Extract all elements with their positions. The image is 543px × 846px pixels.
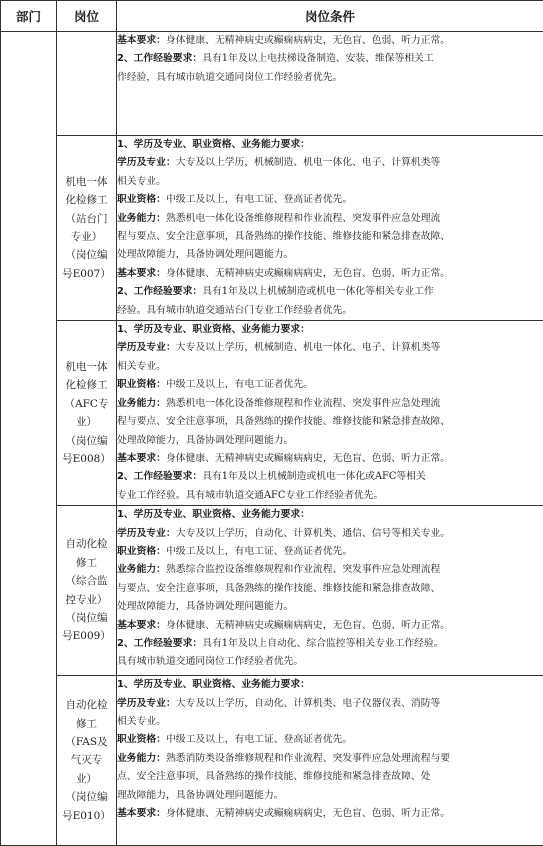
- condition-label: 学历及专业：: [117, 698, 176, 709]
- condition-text: 身体健康、无精神病史或癫痫病病史，无色盲、色弱、听力正常。: [166, 620, 450, 631]
- position-line: 控专业）: [57, 591, 116, 609]
- condition-line: [117, 32, 543, 50]
- condition-text: 具有城市轨道交通同岗位工作经验者优先。: [117, 656, 303, 667]
- condition-label: 学历及专业：: [117, 528, 176, 539]
- condition-text: 身体健康、无精神病史或癫痫病病史，无色盲、色弱、听力正常。: [166, 35, 450, 46]
- condition-label: 学历及专业：: [117, 157, 176, 168]
- position-line: 业）: [57, 413, 116, 431]
- position-line: 机电一体: [57, 173, 116, 191]
- condition-line: [117, 731, 543, 749]
- condition-label: 1、学历及专业、职业资格、业务能力要求：: [117, 509, 310, 520]
- condition-line: [117, 617, 543, 635]
- position-cell: [57, 136, 117, 321]
- condition-line: [117, 283, 543, 301]
- condition-label: 基本要求：: [117, 35, 166, 46]
- condition-line: [117, 154, 543, 172]
- position-line: 号E007）: [57, 265, 116, 283]
- condition-label: 业务能力：: [117, 213, 166, 224]
- condition-text: 处理故障能力，具备协调处理问题能力。: [117, 601, 293, 612]
- condition-line: [117, 432, 543, 450]
- table-row: [1, 32, 543, 136]
- table-row: [1, 321, 543, 506]
- condition-line: [117, 635, 543, 653]
- header-conditions: 岗位条件: [117, 1, 543, 32]
- condition-text: 经验。具有城市轨道交通站台门专业工作经验者优先。: [117, 305, 352, 316]
- condition-text: 熟悉机电一体化设备维修规程和作业流程、突发事件应急处理流: [166, 213, 440, 224]
- condition-text: 作经验，具有城市轨道交通同岗位工作经验者优先。: [117, 72, 342, 83]
- position-line: 化检修工: [57, 191, 116, 209]
- header-position: 岗位: [57, 1, 117, 32]
- condition-line: [117, 713, 543, 731]
- condition-line: [117, 787, 543, 805]
- condition-line: [117, 653, 543, 671]
- position-line: 机电一体: [57, 358, 116, 376]
- condition-line: [117, 580, 543, 598]
- condition-text: 身体健康、无精神病史或癫痫病病史，无色盲、色弱、听力正常。: [166, 453, 450, 464]
- condition-label: 2、工作经验要求：: [117, 53, 202, 64]
- condition-text: 处理故障能力，具备协调处理问题能力。: [117, 249, 293, 260]
- condition-label: 基本要求：: [117, 620, 166, 631]
- position-line: 号E010）: [57, 807, 116, 825]
- position-line: 修工: [57, 715, 116, 733]
- position-line: 业）: [57, 770, 116, 788]
- position-line: （FAS及: [57, 733, 116, 751]
- condition-text: 相关专业。: [117, 176, 166, 187]
- condition-line: [117, 228, 543, 246]
- position-line: 化检修工: [57, 376, 116, 394]
- table-row: [1, 676, 543, 846]
- condition-text: 大专及以上学历，自动化、计算机类、电子仪器仪表、消防等: [176, 698, 441, 709]
- position-line: （岗位编: [57, 788, 116, 806]
- condition-line: [117, 136, 543, 154]
- condition-line: [117, 543, 543, 561]
- condition-label: 学历及专业：: [117, 342, 176, 353]
- condition-text: 程与要点、安全注意事项，具备熟练的操作技能、维修技能和紧急排查故障、: [117, 416, 450, 427]
- dept-cell: [1, 32, 57, 846]
- table-row: [1, 136, 543, 321]
- condition-label: 职业资格：: [117, 194, 166, 205]
- condition-text: 具有1年及以上电扶梯设备制造、安装、维保等相关工: [202, 53, 434, 64]
- condition-label: 1、学历及专业、职业资格、业务能力要求：: [117, 679, 310, 690]
- condition-line: [117, 376, 543, 394]
- condition-line: [117, 191, 543, 209]
- condition-text: 熟悉消防类设备维修规程和作业流程、突发事件应急处理流程与要: [166, 753, 450, 764]
- position-line: （综合监: [57, 572, 116, 590]
- condition-line: [117, 468, 543, 486]
- condition-text: 具有1年及以上自动化、综合监控等相关专业工作经验。: [202, 638, 443, 649]
- condition-line: [117, 210, 543, 228]
- position-line: （岗位编: [57, 609, 116, 627]
- condition-label: 基本要求：: [117, 808, 166, 819]
- condition-label: 职业资格：: [117, 379, 166, 390]
- position-line: 号E008）: [57, 450, 116, 468]
- table-row: [1, 506, 543, 676]
- conditions-cell: [117, 136, 543, 321]
- position-line: 自动化检: [57, 696, 116, 714]
- position-line: （站台门: [57, 210, 116, 228]
- condition-line: [117, 50, 543, 68]
- condition-text: 相关专业。: [117, 716, 166, 727]
- condition-line: [117, 487, 543, 505]
- condition-label: 2、工作经验要求：: [117, 286, 202, 297]
- position-cell: [57, 506, 117, 676]
- condition-line: [117, 805, 543, 823]
- condition-line: [117, 246, 543, 264]
- condition-label: 1、学历及专业、职业资格、业务能力要求：: [117, 139, 310, 150]
- condition-label: 2、工作经验要求：: [117, 471, 202, 482]
- condition-line: [117, 676, 543, 694]
- condition-line: [117, 173, 543, 191]
- condition-label: 基本要求：: [117, 453, 166, 464]
- condition-line: [117, 413, 543, 431]
- condition-label: 职业资格：: [117, 734, 166, 745]
- condition-text: 相关专业。: [117, 361, 166, 372]
- condition-text: 专业工作经验。具有城市轨道交通AFC专业工作经验者优先。: [117, 490, 383, 501]
- condition-label: 2、工作经验要求：: [117, 638, 202, 649]
- condition-label: 业务能力：: [117, 398, 166, 409]
- position-line: （岗位编: [57, 432, 116, 450]
- condition-line: [117, 265, 543, 283]
- condition-text: 具有1年及以上机械制造或机电一体化或AFC等相关: [202, 471, 426, 482]
- condition-text: 理故障能力，具备协调处理问题能力。: [117, 790, 284, 801]
- condition-line: [117, 358, 543, 376]
- condition-text: 大专及以上学历，机械制造、机电一体化、电子、计算机类等: [176, 342, 441, 353]
- condition-text: 身体健康、无精神病史或癫痫病病史，无色盲、色弱、听力正常。: [166, 808, 450, 819]
- condition-line: [117, 302, 543, 320]
- position-cell: [57, 321, 117, 506]
- condition-line: [117, 395, 543, 413]
- position-line: （AFC专: [57, 395, 116, 413]
- conditions-cell: [117, 32, 543, 136]
- condition-text: 中级工及以上，有电工证者优先。: [166, 379, 313, 390]
- condition-label: 1、学历及专业、职业资格、业务能力要求：: [117, 324, 310, 335]
- position-line: 专业）: [57, 228, 116, 246]
- condition-label: 职业资格：: [117, 546, 166, 557]
- condition-label: 基本要求：: [117, 268, 166, 279]
- position-line: 自动化检: [57, 535, 116, 553]
- condition-line: [117, 561, 543, 579]
- condition-text: 中级工及以上，有电工证、登高证者优先。: [166, 734, 352, 745]
- conditions-cell: [117, 676, 543, 846]
- condition-text: 程与要点、安全注意事项，具备熟练的操作技能、维修技能和紧急排查故障、: [117, 231, 450, 242]
- header-dept: 部门: [1, 1, 57, 32]
- condition-line: [117, 506, 543, 524]
- condition-line: [117, 69, 543, 87]
- condition-text: 熟悉机电一体化设备维修规程和作业流程、突发事件应急处理流: [166, 398, 440, 409]
- conditions-cell: [117, 506, 543, 676]
- condition-line: [117, 598, 543, 616]
- condition-text: 处理故障能力，具备协调处理问题能力。: [117, 435, 293, 446]
- position-line: 号E009）: [57, 627, 116, 645]
- condition-text: 大专及以上学历，自动化、计算机类、通信、信号等相关专业。: [176, 528, 450, 539]
- position-cell: [57, 676, 117, 846]
- condition-line: [117, 450, 543, 468]
- condition-line: [117, 750, 543, 768]
- condition-label: 业务能力：: [117, 753, 166, 764]
- condition-line: [117, 321, 543, 339]
- position-cell: [57, 32, 117, 136]
- condition-text: 点、安全注意事项，具备熟练的操作技能、维修技能和紧急排查故障、处: [117, 771, 431, 782]
- position-line: 修工: [57, 554, 116, 572]
- condition-text: 身体健康、无精神病史或癫痫病病史，无色盲、色弱、听力正常。: [166, 268, 450, 279]
- condition-label: 业务能力：: [117, 564, 166, 575]
- condition-text: 具有1年及以上机械制造或机电一体化等相关专业工作: [202, 286, 434, 297]
- table-header-row: [1, 1, 543, 32]
- condition-line: [117, 339, 543, 357]
- condition-line: [117, 525, 543, 543]
- condition-line: [117, 695, 543, 713]
- position-line: （岗位编: [57, 246, 116, 264]
- position-line: 气灭专: [57, 751, 116, 769]
- condition-text: 中级工及以上，有电工证、登高证者优先。: [166, 194, 352, 205]
- condition-text: 中级工及以上，有电工证、登高证者优先。: [166, 546, 352, 557]
- conditions-cell: [117, 321, 543, 506]
- condition-text: 熟悉综合监控设备维修规程和作业流程、突发事件应急处理流程: [166, 564, 440, 575]
- condition-text: 与要点、安全注意事项，具备熟练的操作技能、维修技能和紧急排查故障、: [117, 583, 440, 594]
- condition-text: 大专及以上学历，机械制造、机电一体化、电子、计算机类等: [176, 157, 441, 168]
